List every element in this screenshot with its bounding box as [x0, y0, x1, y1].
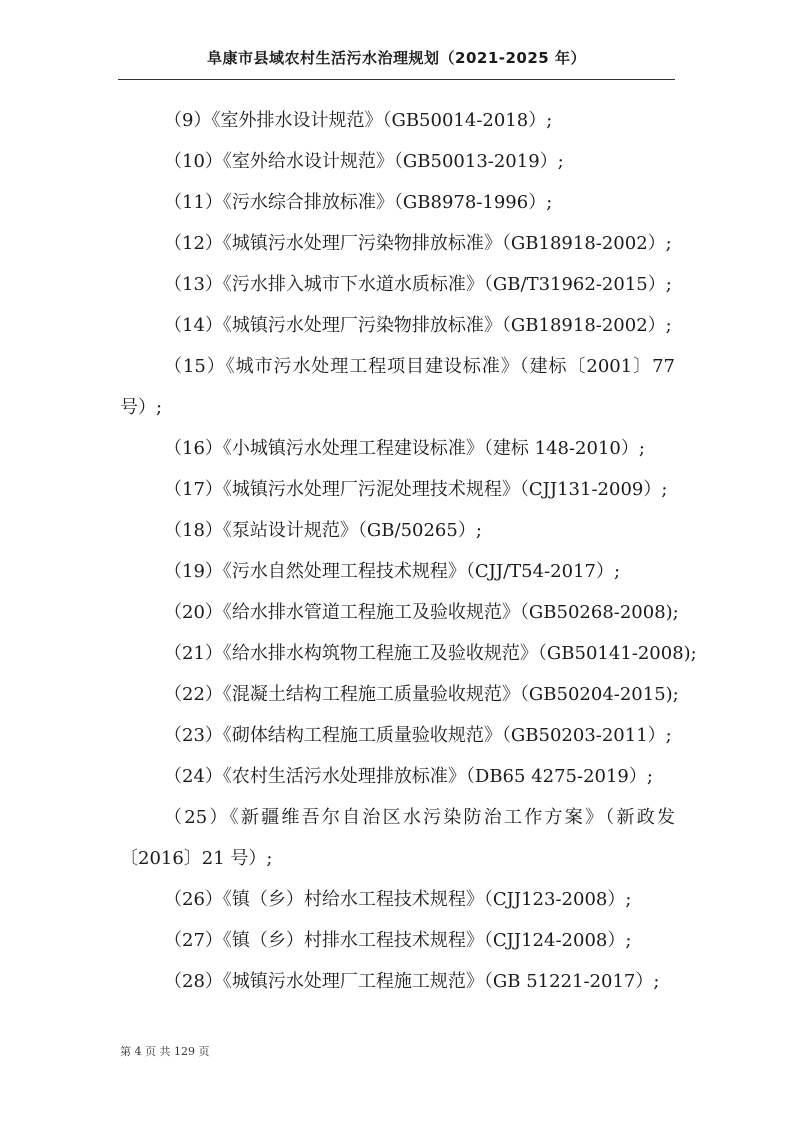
reference-item-23: （23）《砌体结构工程施工质量验收规范》（GB50203-2011）; [164, 725, 672, 746]
reference-item-26: （26）《镇（乡）村给水工程技术规程》（CJJ123-2008）; [164, 889, 632, 910]
reference-item-28: （28）《城镇污水处理厂工程施工规范》（GB 51221-2017）; [164, 971, 660, 992]
reference-item-21: （21）《给水排水构筑物工程施工及验收规范》（GB50141-2008); [164, 643, 697, 664]
reference-item-12: （12）《城镇污水处理厂污染物排放标准》（GB18918-2002）; [164, 233, 672, 254]
page-number-footer: 第 4 页 共 129 页 [120, 1045, 210, 1058]
reference-item-27: （27）《镇（乡）村排水工程技术规程》（CJJ124-2008）; [164, 930, 632, 951]
reference-item-25: （25）《新疆维吾尔自治区水污染防治工作方案》（新政发〔2016〕21 号）; [120, 807, 675, 869]
reference-list [120, 100, 697, 1002]
header-divider [118, 79, 675, 80]
reference-item-20: （20）《给水排水管道工程施工及验收规范》（GB50268-2008); [164, 602, 679, 623]
reference-item-16: （16）《小城镇污水处理工程建设标准》（建标 148-2010）; [164, 438, 645, 459]
reference-item-9: （9）《室外排水设计规范》（GB50014-2018）; [164, 110, 553, 131]
reference-item-15: （15）《城市污水处理工程项目建设标准》（建标〔2001〕77 号）; [120, 356, 675, 418]
reference-item-18: （18）《泵站设计规范》（GB/50265）; [164, 520, 482, 541]
reference-item-24: （24）《农村生活污水处理排放标准》（DB65 4275-2019）; [164, 766, 653, 787]
page-header-title: 阜康市县域农村生活污水治理规划（2021-2025 年） [207, 49, 586, 67]
reference-item-17: （17）《城镇污水处理厂污泥处理技术规程》（CJJ131-2009）; [164, 479, 668, 500]
reference-item-19: （19）《污水自然处理工程技术规程》（CJJ/T54-2017）; [164, 561, 621, 582]
reference-item-10: （10）《室外给水设计规范》（GB50013-2019）; [164, 151, 564, 172]
reference-item-11: （11）《污水综合排放标准》（GB8978-1996）; [164, 192, 553, 213]
reference-item-22: （22）《混凝土结构工程施工质量验收规范》（GB50204-2015); [164, 684, 679, 705]
reference-item-14: （14）《城镇污水处理厂污染物排放标准》（GB18918-2002）; [164, 315, 672, 336]
reference-item-13: （13）《污水排入城市下水道水质标准》（GB/T31962-2015）; [164, 274, 672, 295]
